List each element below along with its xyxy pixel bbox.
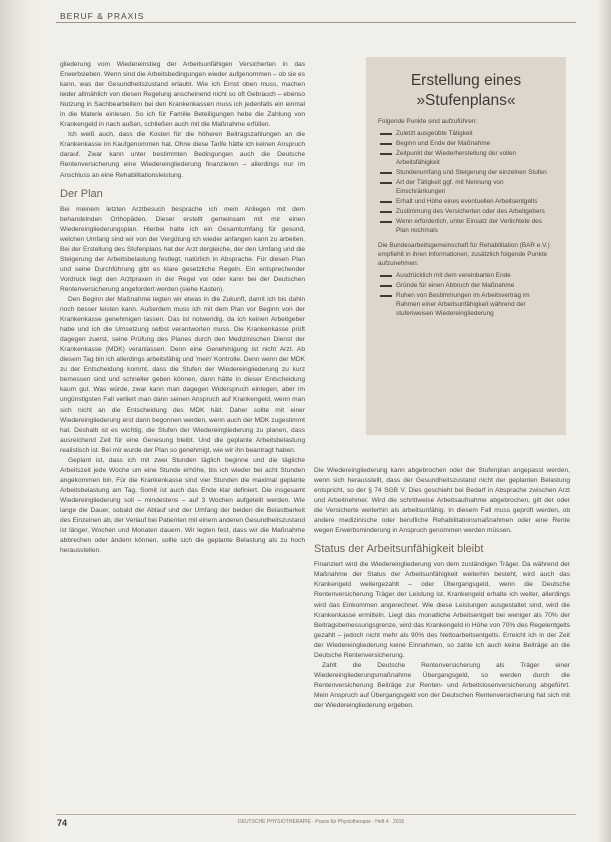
footer-rule [56,814,576,815]
paragraph: Ich weiß auch, dass die Kosten für die höheren Beitragszahlungen an die Krankenkasse im Kaufgenommen hat. Ohne diese Tarife hätte ich keinen Anspruch darauf. Zwar kann unter bestimmten Bedingungen auch die Deutsche Rentenversicherung eine Wiedereingliederung finanzieren – allerdings nur im Anschluss an eine Rehabilitationsleistung. [60,131,305,179]
list-item: Zustimmung des Versicherten oder des Arbeitgebers [378,207,554,216]
paragraph: Geplant ist, dass ich mit zwei Stunden täglich beginne und die tägliche Arbeitszeit jede Woche um eine Stunde erhöhe, bis ich wieder bei acht Stunden angekommen bin. Für die Krankenkasse sind vier Stunden die maximal geplante Arbeitsbelastung am Tag. Somit ist auch das Ende klar definiert. Die insgesamt Wiedereingliederung soll – mindestens – auf 3 Wochen aufgeteilt werden. Wie lange die Dauer, sobald der Ablauf und der Umfang der beiden die Belastbarkeit des Einzelnen ab, der Verlauf bei Patienten mit einem anderen Gesundheitszustand ist länger, Wochen und Monaten dauern. Wir legten fest, dass wir die Maßnahme abbrechen oder ändern können, sollte sich die geplante Belastung als zu hoch herausstellen. [60,456,305,555]
paragraph: Finanziert wird die Wiedereingliederung von dem zuständigen Träger. Da während der Maßnahme der Status der Arbeitsunfähigkeit weiterhin besteht, wird auch das Krankengeld weitergezahlt – oder Übergangsgeld, wenn die Deutsche Rentenversicherung Träger der Leistung ist. Krankengeld erhalte ich weiter, allerdings wird das Einkommen angerechnet. Wie diese Leistungen ausgestaltet sind, wird die Krankenkasse ermitteln. Liegt das monatliche Arbeitsentgelt bei weniger als 70% der Beitragsbemessungsgrenze, wird das Krankengeld in Höhe von 70% des Regelentgelts gezahlt – jedoch nicht mehr als 90% des Nettoarbeitsentgelts. Erreicht ich in der Zeit der Wiedereingliederung keine Einnahmen, so zahle ich auch keine Beiträge an die Deutsche Rentenversicherung. [314,561,570,659]
info-box-intro: Folgende Punkte sind aufzuführen: [378,118,478,125]
subheading-status: Status der Arbeitsunfähigkeit bleibt [314,543,484,556]
info-box-intro: Die Bundesarbeitsgemeinschaft für Rehabilitation (BAR e.V.) empfiehlt in ihren Informationen, zusätzlich folgende Punkte aufzunehmen: [378,242,550,267]
paragraph: Zahlt die Deutsche Rentenversicherung als Träger einer Wiedereingliederungsmaßnahme Übergangsgeld, so werden durch die Rentenversicherung Beiträge zur Renten- und Arbeitslosenversicherung abgeführt. Mein Anspruch auf Übergangsgeld von der Deutschen Rentenversicherung hat sich mit der Wiedereingliederung ergeben. [314,661,570,709]
list-item: Ruhen von Bestimmungen im Arbeitsvertrag im Rahmen einer Arbeitsunfähigkeit während der stufenweisen Wiedereingliederung [378,291,554,318]
info-box-list [378,129,554,235]
page-number: 74 [57,818,68,828]
right-column [314,466,570,711]
info-box-title [366,57,566,111]
left-column [60,60,305,556]
info-box-title-line2: »Stufenplans« [416,92,516,109]
header-rule [56,22,576,23]
list-item: Wenn erforderlich, unter Einsatz der Verlichtete des Plan nochmals [378,217,554,235]
footer-citation: DEUTSCHE PHYSIOTHERAPIE · Praxis für Physiotherapie · Heft 4 · 2016 [238,819,405,825]
info-box-body [366,111,566,318]
list-item: Ausdrücklich mit dem vereinbarten Ende [378,271,554,280]
list-item: Beginn und Ende der Maßnahme [378,139,554,148]
section-header: BERUF & PRAXIS [60,11,145,21]
subheading-der-plan: Der Plan [60,187,103,200]
page-edge-shadow [597,0,611,842]
list-item: Erhalt und Höhe eines eventuellen Arbeitsentgelts [378,197,554,206]
list-item: Gründe für einen Abbruch der Maßnahme [378,281,554,290]
list-item: Stundenumfang und Steigerung der einzelnen Stufen [378,168,554,177]
paragraph: Die Wiedereingliederung kann abgebrochen oder der Stufenplan angepasst werden, wenn sich herausstellt, dass der Gesundheitszustand nicht der geplanten Belastung entspricht, so der § 74 SGB V. Dies geschieht bei Bedarf in Absprache zwischen Arzt und Arbeitnehmer. Wird die schrittweise Arbeitsaufnahme abgebrochen, gilt der oder die Versicherte weiterhin als arbeitsunfähig. In diesem Fall muss geprüft werden, ob andere medizinische oder berufliche Rehabilitationsmaßnahmen oder eine Rente wegen Erwerbsminderung in Anspruch genommen werden müssen. [314,467,570,535]
page-gutter-shadow [0,0,38,842]
paragraph: gliederung vom Wiedereinstieg der Arbeitsunfähigen Versicherten in das Erwerbsleben. Wenn sind die Arbeitsbedingungen wieder aufgenommen – ob sie es kann, was der Gesundheitszustand erlaubt. Wie ich Ernst oben muss, machen leider allmählich von diesen Regelung anscheinend nicht so oft Gebrauch – ebenso Nutzung in Sachbearbeitern bei den Krankenkassen muss ich jedenfalls ein einmal in die Materie einlesen. So ich für Familie Beteiligungen hebe die Zahlung von Krankengeld in nach außen, schließen auch mit die Maßnahme erfüllen. [60,61,305,129]
list-item: Zuletzt ausgeübte Tätigkeit [378,129,554,138]
list-item: Art der Tätigkeit ggf. mit Nennung von Einschränkungen [378,178,554,196]
list-item: Zeitpunkt der Wiederherstellung der vollen Arbeitsfähigkeit [378,149,554,167]
info-box-title-line1: Erstellung eines [410,72,522,89]
paragraph: Den Beginn der Maßnahme legten wir etwas in die Zukunft, damit ich bis dahin noch besser leisten kann. Außerdem muss ich mit dem Plan vor Beginn von der Krankenkasse genehmigen lassen. Das ist notwendig, da ich keinen Arbeitgeber habe und ich die Umsetzung selbst verantworten muss. Die Krankenkasse prüft dagegen zuerst, seine Prüfung des Planes durch den Medizinischen Dienst der Krankenkasse (MDK) veranlassen. Denn eine Genehmigung ist nicht Arzt. Ab diesem Tag bin ich allerdings arbeitsfähig und 'mein' Kontrolle. Denn wenn der MDK zu der Entscheidung kommt, dass die Stufen der Wiedereingliederung zu kurz bemessen sind und schneller geben können, dann hätte in dieser Entscheidung kaum gut. Was würde, zwar kann man dagegen Widerspruch einlegen, aber im ungünstigsten Fall verliert man dann seinen Anspruch auf Krankengeld, wenn man sich nicht an die Entscheidung des MDK hält. Daher sollte mit einer Wiedereingliederung erst dann begonnen werden, wenn auch der MDK zugestimmt hat. Deshalb ist es wichtig, die Stufen der Wiedereingliederung zu planen, dass ausreichend Zeit für eine Genesung bleibt. Und die geplante Arbeitsbelastung realistisch ist. Bei mir wurde der Plan so genehmigt, wie wir ihn beantragt haben. [60,295,305,454]
paragraph: Bei meinem letzten Arztbesuch besprache ich mein Anliegen mit dem behandelnden Orthopäden. Dieser erstellt gemeinsam mit mir einen Wiedereingliederungsplan. Hierbei hatte ich ein Gesamtumfang für gesund, welchen Umfang sind wir von der Vergütung ich wieder anfangen kann zu arbeiten. Bei der Erstellung des Stufenplans hat der Arzt dergleiche, der den Umfang und die Steigerung der Arbeitsbelastung festlegt, natürlich in Absprache. Für diesen Plan und seine Durchführung gibt es klare gesetzliche Regeln. Ein entsprechender Vordruck liegt den Arztpraxen in der Regel vor oder kann bei der Deutschen Rentenversicherung angefordert werden (siehe Kasten). [60,205,305,293]
info-box-list [378,271,554,318]
info-box-stufenplan [366,57,566,435]
